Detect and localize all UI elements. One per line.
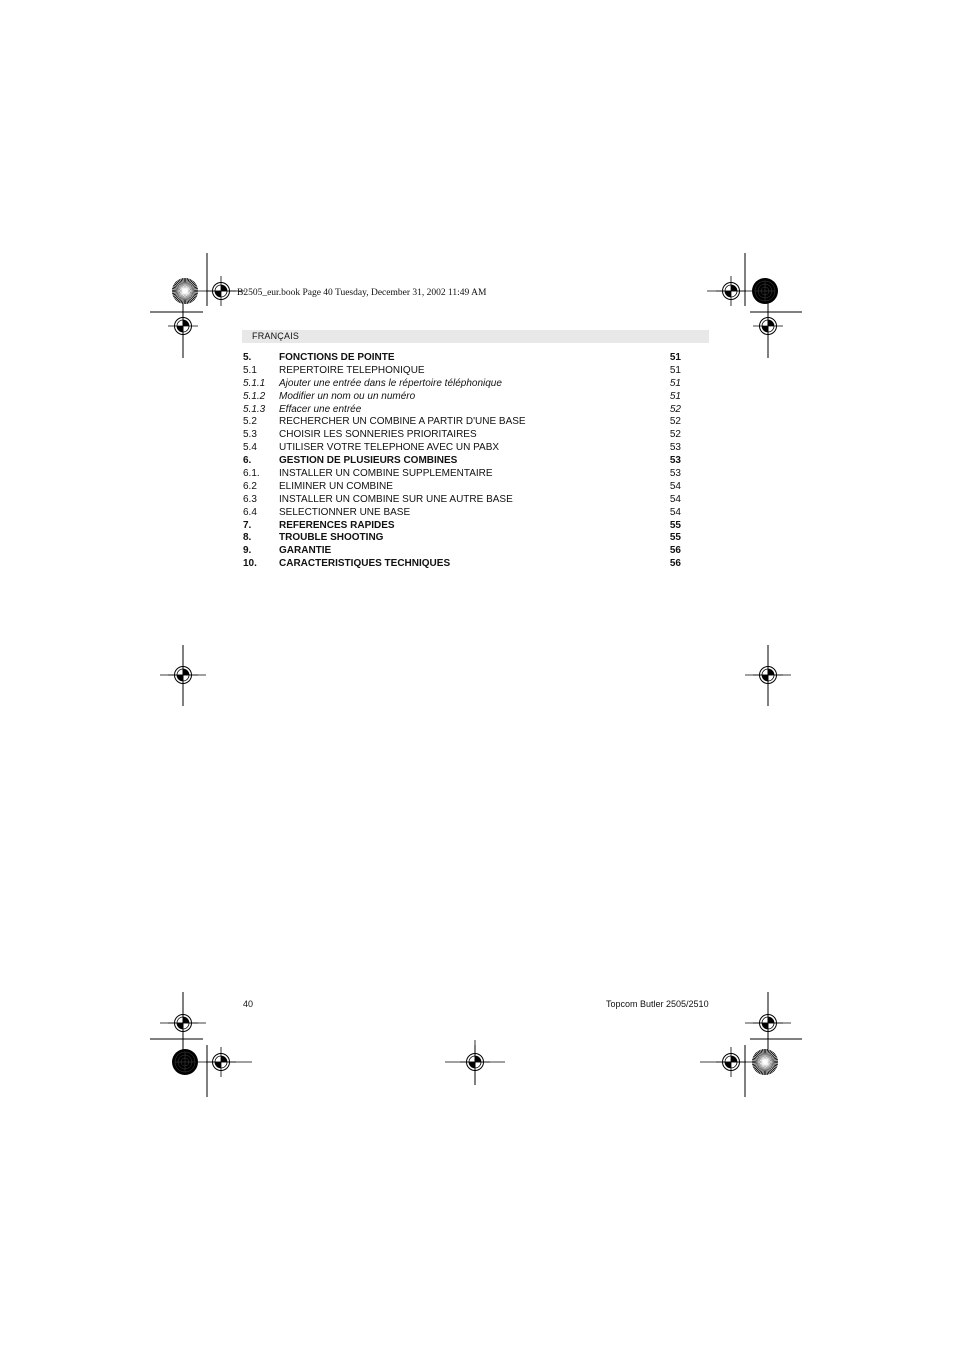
toc-section-title: CARACTERISTIQUES TECHNIQUES bbox=[279, 558, 451, 570]
toc-section-number: 5.3 bbox=[243, 429, 257, 441]
toc-page-number: 53 bbox=[669, 468, 681, 480]
toc-section-title: FONCTIONS DE POINTE bbox=[279, 352, 395, 363]
toc-section-title: INSTALLER UN COMBINE SUPPLEMENTAIRE bbox=[279, 468, 493, 480]
language-label: FRANÇAIS bbox=[252, 331, 300, 341]
toc-page-number: 52 bbox=[669, 416, 681, 428]
toc-page-number: 55 bbox=[669, 532, 681, 544]
toc-page-number: 56 bbox=[669, 545, 681, 557]
toc-entry[interactable] bbox=[243, 558, 681, 571]
toc-section-title: Effacer une entrée bbox=[279, 403, 362, 415]
toc-entry[interactable] bbox=[243, 378, 681, 391]
toc-section-title: GARANTIE bbox=[279, 545, 332, 557]
toc-page-number: 55 bbox=[669, 519, 681, 531]
toc-section-number: 6.1. bbox=[243, 468, 260, 480]
toc-section-number: 5.4 bbox=[243, 442, 257, 454]
toc-entry[interactable] bbox=[243, 507, 681, 520]
toc-entry[interactable] bbox=[243, 455, 681, 468]
toc-entry[interactable] bbox=[243, 429, 681, 442]
toc-entry[interactable] bbox=[243, 352, 681, 365]
toc-section-number: 7. bbox=[243, 519, 252, 531]
toc-entry[interactable] bbox=[243, 545, 681, 558]
toc-section-number: 5.1.3 bbox=[243, 403, 266, 415]
toc-section-title: Ajouter une entrée dans le répertoire téléphonique bbox=[279, 377, 502, 389]
toc-section-number: 9. bbox=[243, 545, 252, 557]
toc-section-title: INSTALLER UN COMBINE SUR UNE AUTRE BASE bbox=[279, 493, 513, 505]
toc-entry[interactable] bbox=[243, 365, 681, 378]
language-header-bar bbox=[242, 330, 709, 343]
toc-entry[interactable] bbox=[243, 416, 681, 429]
toc-entry[interactable] bbox=[243, 494, 681, 507]
toc-section-number: 6.3 bbox=[243, 493, 257, 505]
page-number: 40 bbox=[243, 999, 254, 1009]
toc-section-title: Modifier un nom ou un numéro bbox=[279, 390, 416, 402]
toc-section-number: 5.2 bbox=[243, 416, 257, 428]
toc-page-number: 54 bbox=[669, 480, 681, 492]
toc-section-number: 6.2 bbox=[243, 480, 257, 492]
toc-page-number: 54 bbox=[669, 506, 681, 518]
toc-entry[interactable] bbox=[243, 481, 681, 494]
toc-section-title: REPERTOIRE TELEPHONIQUE bbox=[279, 364, 425, 376]
toc-section-number: 5.1.2 bbox=[243, 390, 266, 402]
toc-entry[interactable] bbox=[243, 442, 681, 455]
toc-page-number: 56 bbox=[669, 558, 681, 570]
toc-entry[interactable] bbox=[243, 391, 681, 404]
toc-section-title: TROUBLE SHOOTING bbox=[279, 532, 384, 544]
toc-page-number: 53 bbox=[669, 442, 681, 454]
product-name: Topcom Butler 2505/2510 bbox=[606, 999, 709, 1009]
toc-page-number: 51 bbox=[669, 390, 681, 402]
toc-entry[interactable] bbox=[243, 520, 681, 533]
toc-page-number: 53 bbox=[669, 455, 681, 467]
toc-section-number: 5. bbox=[243, 352, 252, 363]
toc-page-number: 52 bbox=[669, 429, 681, 441]
toc-page-number: 51 bbox=[669, 352, 681, 363]
toc-section-number: 6. bbox=[243, 455, 252, 467]
toc-section-number: 10. bbox=[243, 558, 257, 570]
toc-page-number: 51 bbox=[669, 364, 681, 376]
toc-section-title: RECHERCHER UN COMBINE A PARTIR D'UNE BASE bbox=[279, 416, 526, 428]
toc-section-number: 8. bbox=[243, 532, 252, 544]
toc-section-title: CHOISIR LES SONNERIES PRIORITAIRES bbox=[279, 429, 477, 441]
print-slug: B2505_eur.book Page 40 Tuesday, December 31, 2002 11:49 AM bbox=[237, 288, 487, 298]
toc-section-title: GESTION DE PLUSIEURS COMBINES bbox=[279, 455, 458, 467]
toc-section-number: 5.1 bbox=[243, 364, 257, 376]
toc-section-number: 5.1.1 bbox=[243, 377, 266, 389]
toc-entry[interactable] bbox=[243, 468, 681, 481]
toc-page-number: 54 bbox=[669, 493, 681, 505]
toc-section-title: SELECTIONNER UNE BASE bbox=[279, 506, 411, 518]
toc-page-number: 51 bbox=[669, 377, 681, 389]
toc-section-title: REFERENCES RAPIDES bbox=[279, 519, 395, 531]
toc-section-title: UTILISER VOTRE TELEPHONE AVEC UN PABX bbox=[279, 442, 500, 454]
toc-section-title: ELIMINER UN COMBINE bbox=[279, 480, 393, 492]
table-of-contents bbox=[243, 352, 681, 571]
toc-page-number: 52 bbox=[669, 403, 681, 415]
toc-entry[interactable] bbox=[243, 532, 681, 545]
toc-entry[interactable] bbox=[243, 404, 681, 417]
toc-section-number: 6.4 bbox=[243, 506, 257, 518]
